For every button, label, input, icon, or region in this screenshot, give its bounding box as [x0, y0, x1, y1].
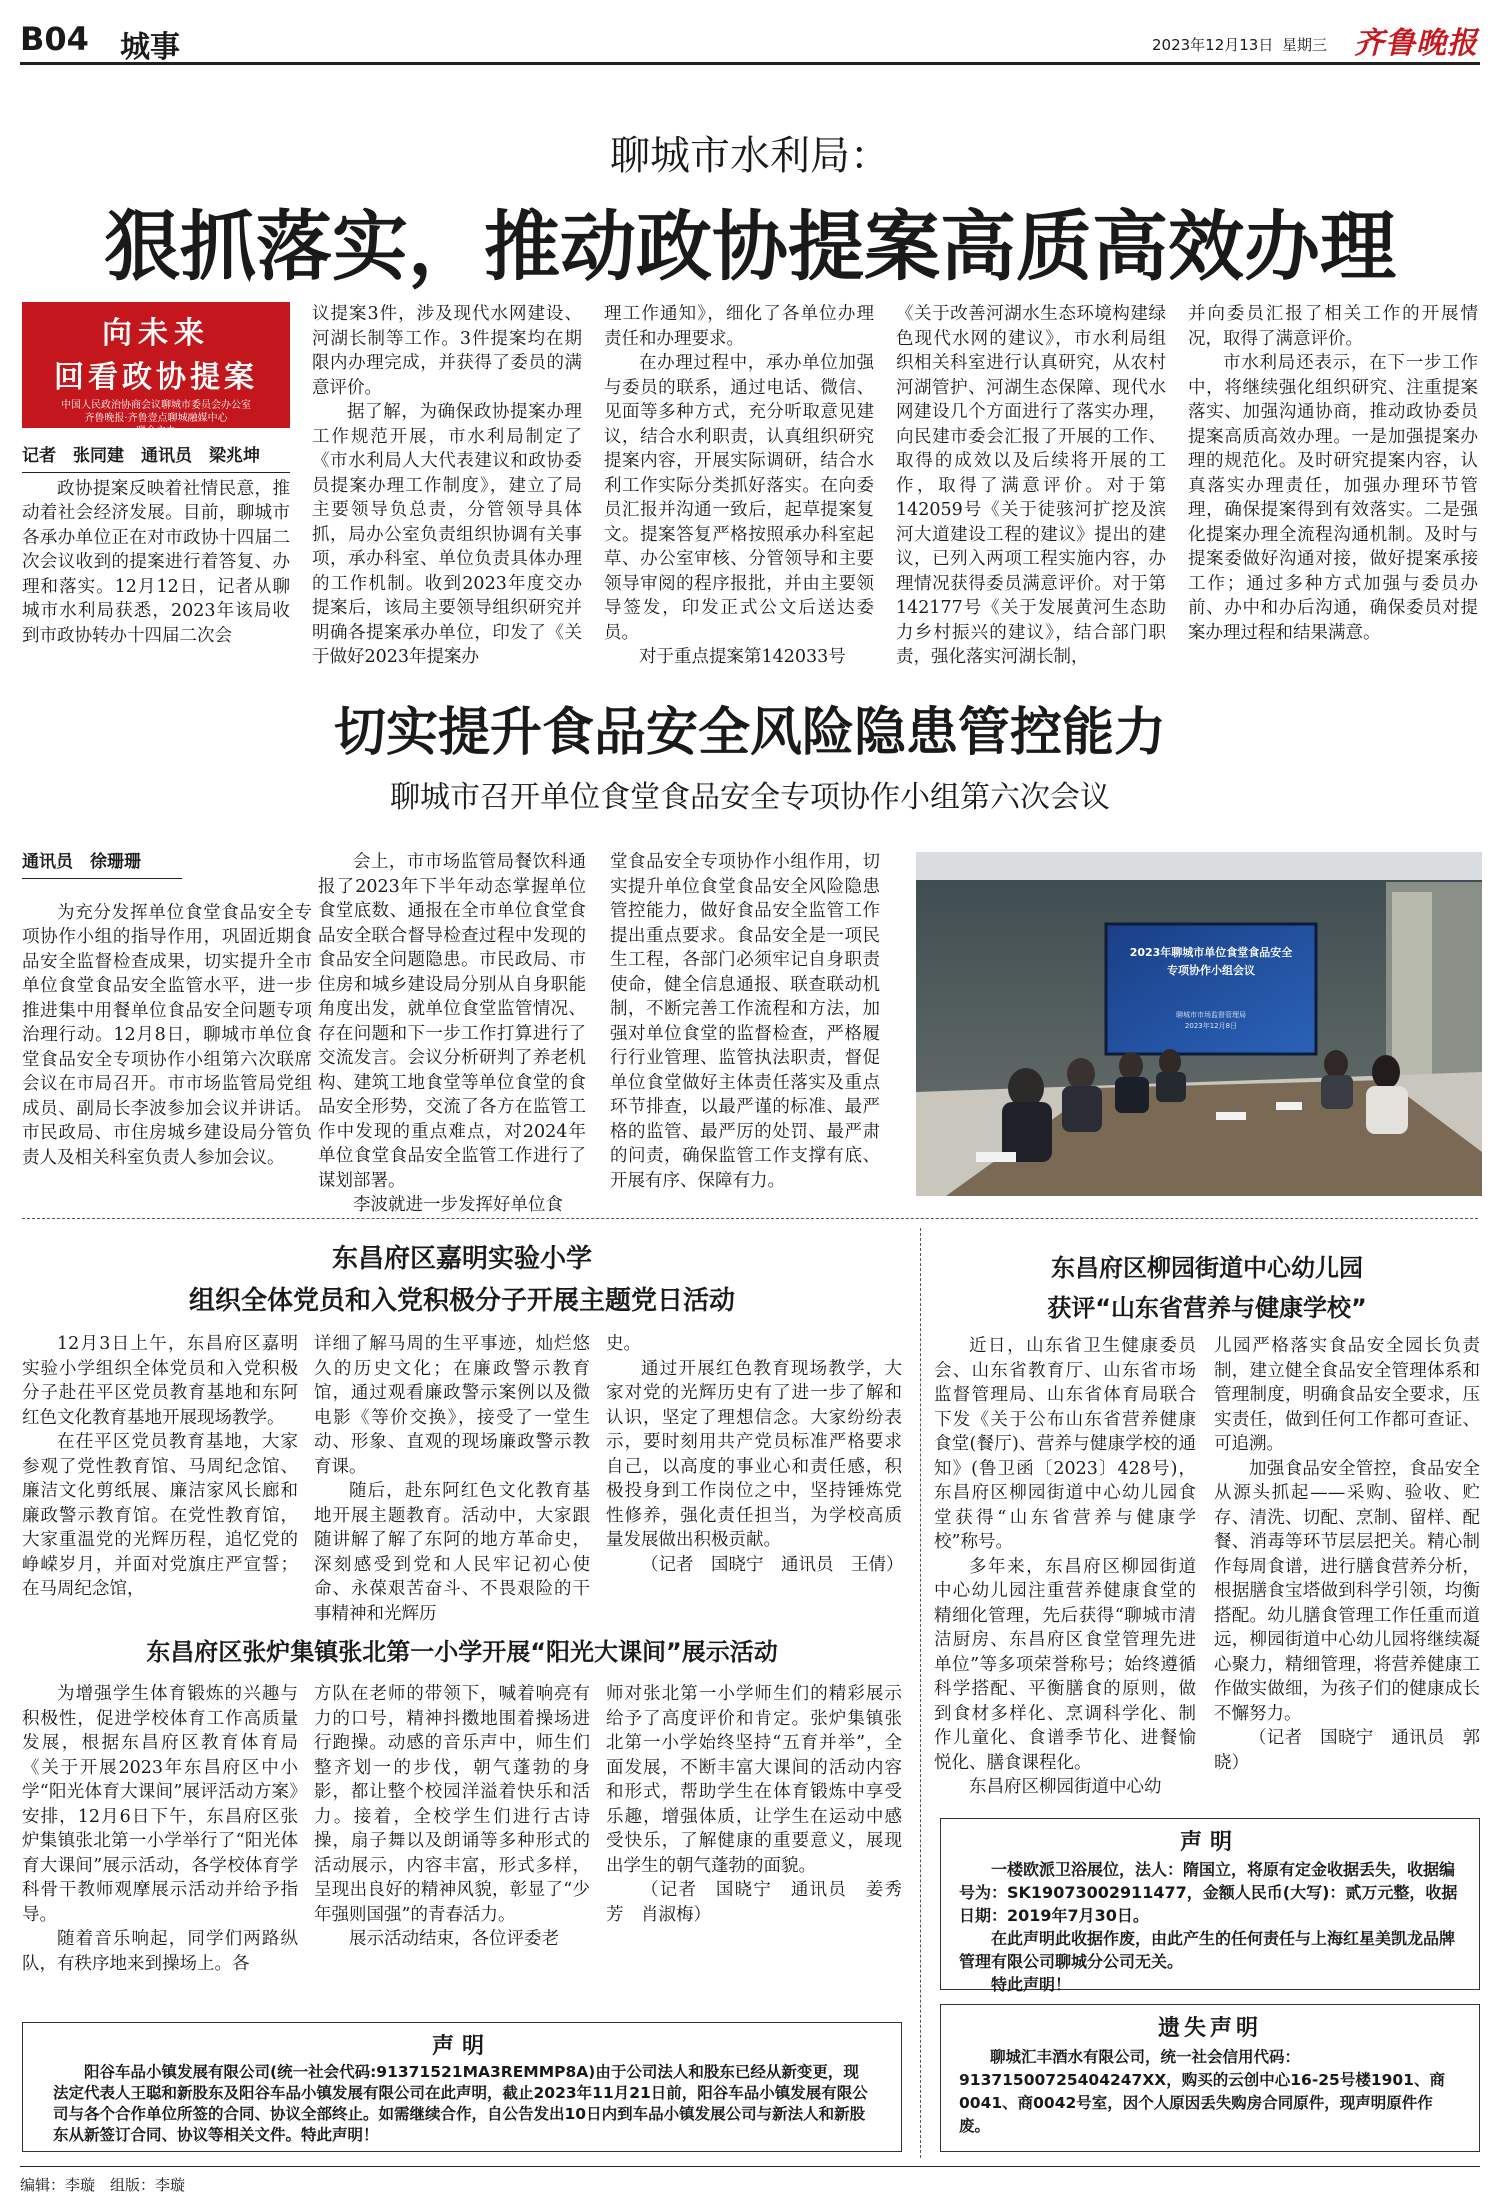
attendee-body — [1156, 1072, 1186, 1102]
article1-byline: 记者 张同建 通讯员 梁兆坤 — [22, 444, 290, 473]
paragraph: 为充分发挥单位食堂食品安全专项协作小组的指导作用，巩固近期食品安全监督检查成果，切实提升全市单位食堂食品安全监管水平，进一步推进集中用餐单位食品安全问题专项治理行动。12月8日，聊城市单位食堂食品安全专项协作小组第六次联席会议在市局召开。市市场监管局党组成员、副局长李波参加会议并讲话。市民政局、市住房城乡建设局分管负责人及相关科室负责人参加会议。 — [22, 902, 312, 1168]
paragraph: 详细了解马周的生平事迹，灿烂悠久的历史文化；在廉政警示教育馆，通过观看廉政警示案例以及微电影《等价交换》，接受了一堂生动、形象、直观的现场廉政警示教育课。 — [314, 1334, 590, 1477]
article2-col3 — [610, 850, 880, 1200]
article3-col1 — [22, 1332, 298, 1616]
notice-title: 声明 — [431, 2034, 492, 2059]
issue-date: 2023年12月13日 — [1152, 36, 1274, 54]
presentation-screen — [1106, 924, 1316, 1054]
reporter-sign: （记者 国晓宁 通讯员 王倩） — [641, 1554, 904, 1575]
paragraph: 对于重点提案第142033号 — [639, 647, 846, 667]
paragraph: 加强食品安全管控，食品安全从源头抓起——采购、验收、贮存、清洗、切配、烹制、留样、配餐、消毒等环节层层把关。精心制作每周食谱，进行膳食营养分析，根据膳食宝塔做到科学引领，均衡搭配。幼儿膳食管理工作任重而道远，柳园街道中心幼儿园将继续凝心聚力，精细管理，将营养健康工作做实做细，为孩子们的健康成长不懈努力。 — [1214, 1458, 1480, 1724]
paragraph: 随着音乐响起，同学们两路纵队，有秩序地来到操场上。各 — [22, 1929, 298, 1974]
footer-editor: 编辑：李璇 组版：李璇 — [20, 2176, 186, 2194]
article1-col3 — [604, 302, 874, 667]
paragraph: 市水利局还表示，在下一步工作中，将继续强化组织研究、注重提案落实、加强沟通协商，推动政协委员提案高质高效办理。一是加强提案办理的规范化。及时研究提案内容，认真落实办理责任，加强办理环节管理，确保提案得到有效落实。二是强化提案办理全流程沟通机制。及时与提案委做好沟通对接，做好提案承接工作；通过多种方式加强与委员办前、办中和办后沟通，确保委员对提案办理过程和结果满意。 — [1188, 353, 1478, 643]
paragraph: 近日，山东省卫生健康委员会、山东省教育厅、山东省市场监督管理局、山东省体育局联合下发《关于公布山东省营养健康食堂(餐厅)、营养与健康学校的通知》(鲁卫函〔2023〕428号)，东昌府区柳园街道中心幼儿园食堂获得“山东省营养与健康学校”称号。 — [934, 1336, 1196, 1552]
article4-headline-2: 获评“山东省营养与健康学校” — [1047, 1294, 1367, 1322]
paragraph: 方队在老师的带领下，喊着响亮有力的口号，精神抖擞地围着操场进行跑操。动感的音乐声中，师生们整齐划一的步伐，朝气蓬勃的身影，都让整个校园洋溢着快乐和活力。接着，全校学生们进行古诗操，扇子舞以及朗诵等多种形式的活动展示，内容丰富，形式多样，呈现出良好的精神风貌，彰显了“少年强则国强”的青春活力。 — [314, 1684, 590, 1925]
attendee-body — [1321, 1075, 1353, 1109]
attendee — [1119, 1052, 1143, 1080]
footer-rule — [20, 2166, 1480, 2167]
paragraph: 东昌府区柳园街道中心幼 — [969, 1777, 1162, 1797]
article1-kicker: 聊城市水利局： — [610, 133, 890, 179]
paragraph: 据了解，为确保政协提案办理工作规范开展，市水利局制定了《市水利局人大代表建议和政协委员提案办理工作制度》，建立了局主要领导负总责，分管领导具体抓，局办公室负责组织协调有关事项，承办科室、单位负责具体办理的工作机制。收到2023年度交办提案后，该局主要领导组织研究并明确各提案承办单位，印发了《关于做好2023年提案办 — [312, 402, 582, 667]
article5-col1 — [22, 1682, 298, 2012]
screen-date: 2023年12月8日 — [1184, 1022, 1238, 1030]
screen-title-1: 2023年聊城市单位食堂食品安全 — [1129, 946, 1293, 959]
screen-org: 聊城市市场监督管理局 — [1176, 1011, 1246, 1019]
attendee-body — [1115, 1077, 1149, 1113]
article2-col1 — [22, 850, 312, 1200]
paragraph: 展示活动结束，各位评委老 — [349, 1929, 559, 1949]
article2-headline: 切实提升食品安全风险隐患管控能力 — [333, 703, 1166, 763]
masthead-logo: 齐鲁晚报 — [1354, 26, 1478, 61]
column-divider — [920, 1228, 921, 2158]
photo-ceiling — [916, 852, 1482, 880]
meeting-photo — [916, 852, 1482, 1196]
article4-col1 — [934, 1334, 1196, 1802]
article3-headline-1: 东昌府区嘉明实验小学 — [331, 1244, 592, 1274]
article4-headline-1: 东昌府区柳园街道中心幼儿园 — [1051, 1254, 1363, 1282]
paragraph: 堂食品安全专项协作小组作用，切实提升单位食堂食品安全风险隐患管控能力，做好食品安全监管工作提出重点要求。食品安全是一项民生工程，各部门必须牢记自身职责使命，健全信息通报、联查联动机制，不断完善工作流程和方法，加强对单位食堂的监督检查，严格履行行业管理、监管执法职责，督促单位食堂做好主体责任落实及重点环节排查，以最严谨的标准、最严格的监管、最严厉的处罚、最严肃的问责，确保监管工作支撑有底、开展有序、保障有力。 — [610, 852, 880, 1191]
paragraph: 议提案3件，涉及现代水网建设、河湖长制等工作。3件提案均在期限内办理完成，并获得了委员的满意评价。 — [312, 304, 582, 398]
attendee — [1067, 1058, 1095, 1090]
badge-line1: 向未来 — [102, 316, 210, 351]
attendee — [1324, 1050, 1348, 1078]
paragraph: 通过开展红色教育现场教学，大家对党的光辉历史有了进一步了解和认识，坚定了理想信念。大家纷纷表示，要时刻用共产党员标准严格要求自己，以高度的事业心和责任感，积极投身到工作岗位之中，坚持锤炼党性修养，强化责任担当，为学校高质量发展做出积极贡献。 — [606, 1358, 902, 1550]
article5-col3 — [606, 1682, 902, 2012]
photo-curtain — [1392, 892, 1432, 1092]
paragraph: 李波就进一步发挥好单位食 — [353, 1195, 563, 1215]
topic-badge — [22, 302, 290, 437]
notice-box-2 — [940, 1818, 1480, 1994]
issue-weekday: 星期三 — [1282, 36, 1328, 54]
paragraph: 儿园严格落实食品安全园长负责制，建立健全食品安全管理体系和管理制度，明确食品安全要求，压实责任，做到任何工作都可查证、可追溯。 — [1214, 1336, 1480, 1454]
article3-col3 — [606, 1332, 902, 1616]
notice-body: 聊城汇丰酒水有限公司，统一社会信用代码：91371500725404247XX，购买的云创中心16-25号楼1901、商0041、商0042号室，因个人原因丢失购房合同原件，现声明原件作废。 — [959, 2048, 1445, 2135]
header-rule — [20, 62, 1480, 65]
page-code: B04 — [20, 20, 89, 58]
paper-sheet — [1276, 1102, 1302, 1110]
notice-title: 声明 — [1179, 1830, 1240, 1855]
notice-body: 阳谷车品小镇发展有限公司(统一社会代码:91371521MA3REMMP8A)由于公司法人和股东已经从新变更，现法定代表人王聪和新股东及阳谷车品小镇发展有限公司在此声明，截止2023年11月21日前，阳谷车品小镇发展有限公司与各个合作单位所签的合同、协议全部终止。如需继续合作，自公告发出10日内到车品小镇发展公司与新法人和新股东从新签订合同、协议等相关文件。特此声明！ — [53, 2063, 868, 2144]
paragraph: 并向委员汇报了相关工作的开展情况，取得了满意评价。 — [1188, 304, 1478, 349]
section-name: 城事 — [120, 30, 180, 65]
badge-org3: 联合主办 — [136, 426, 176, 437]
attendee — [1159, 1049, 1181, 1075]
paragraph: 为增强学生体育锻炼的兴趣与积极性，促进学校体育工作高质量发展，根据东昌府区教育体育局《关于开展2023年东昌府区中小学“阳光体育大课间”展评活动方案》安排，12月6日下午，东昌府区张炉集镇张北第一小学举行了“阳光体育大课间”展示活动，各学校体育学科骨干教师观摩展示活动并给予指导。 — [22, 1684, 298, 1925]
reporter-sign: （记者 国晓宁 通讯员 姜秀芳 肖淑梅） — [606, 1880, 902, 1925]
article5-col2 — [314, 1682, 590, 2012]
attendee-body — [1366, 1086, 1408, 1134]
paragraph: 理工作通知》，细化了各单位办理责任和办理要求。 — [604, 304, 874, 349]
article4-col2 — [1214, 1334, 1480, 1802]
paragraph: 政协提案反映着社情民意，推动着社会经济发展。目前，聊城市各承办单位正在对市政协十四届二次会议收到的提案进行着答复、办理和落实。12月12日，记者从聊城市水利局获悉，2023年该局收到市政协转办十四届二次会 — [22, 478, 290, 646]
notice-box-1 — [22, 2022, 902, 2152]
page-header — [20, 14, 1480, 66]
badge-org1: 中国人民政治协商会议聊城市委员会办公室 — [61, 400, 251, 411]
paper-sheet — [1216, 1112, 1246, 1120]
paragraph: 师对张北第一小学师生们的精彩展示给予了高度评价和肯定。张炉集镇张北第一小学始终坚持“五育并举”，全面发展，不断丰富大课间的活动内容和形式，帮助学生在体育锻炼中享受乐趣，增强体质，让学生在运动中感受快乐，了解健康的重要意义，展现出学生的朝气蓬勃的面貌。 — [606, 1684, 902, 1876]
notice-title: 遗失声明 — [1157, 2016, 1262, 2041]
meeting-photo-svg — [916, 852, 1482, 1196]
badge-line2: 回看政协提案 — [54, 360, 258, 395]
paragraph: 12月3日上午，东昌府区嘉明实验小学组织全体党员和入党积极分子赴茌平区党员教育基地和东阿红色文化教育基地开展现场教学。 — [22, 1334, 298, 1428]
article3-headline-2: 组织全体党员和入党积极分子开展主题党日活动 — [188, 1286, 735, 1316]
article5-headline: 东昌府区张炉集镇张北第一小学开展“阳光大课间”展示活动 — [146, 1638, 778, 1666]
article1-headline: 狠抓落实，推动政协提案高质高效办理 — [104, 202, 1396, 291]
paragraph: 在办理过程中，承办单位加强与委员的联系，通过电话、微信、见面等多种方式，充分听取意见建议，结合水利职责，认真组织研究提案内容，开展实际调研，结合水利工作实际分类抓好落实。在向委员汇报并沟通一致后，起草提案复文。提案答复严格按照承办科室起草、办公室审核、分管领导和主要领导审阅的程序报批，并由主要领导签发，印发正式公文后送达委员。 — [604, 353, 874, 643]
notice-body: 特此声明！ — [991, 1975, 1072, 1994]
article1-col5 — [1188, 302, 1478, 654]
attendee-body — [1062, 1086, 1102, 1132]
article2-byline: 通讯员 徐珊珊 — [22, 850, 182, 879]
screen-title-2: 专项协作小组会议 — [1167, 964, 1255, 977]
reporter-sign: （记者 国晓宁 通讯员 郭晓） — [1214, 1728, 1480, 1773]
paragraph: 会上，市市场监管局餐饮科通报了2023年下半年动态掌握单位食堂底数、通报在全市单位食堂食品安全联合督导检查过程中发现的食品安全问题隐患。市民政局、市住房和城乡建设局分别从自身职能角度出发，就单位食堂监管情况、存在问题和下一步工作打算进行了交流发言。会议分析研判了养老机构、建筑工地食堂等单位食堂的食品安全形势，交流了各方在监管工作中发现的重点难点，对2024年单位食堂食品安全监管工作进行了谋划部署。 — [318, 852, 586, 1191]
paragraph: 随后，赴东阿红色文化教育基地开展主题教育。活动中，大家跟随讲解了解了东阿的地方革命史，深刻感受到党和人民牢记初心使命、永葆艰苦奋斗、不畏艰险的干事精神和光辉历 — [314, 1481, 590, 1624]
attendee — [1372, 1055, 1400, 1089]
article1-col4 — [896, 302, 1166, 667]
notice-box-3 — [940, 2004, 1480, 2152]
notice-body: 一楼欧派卫浴展位，法人：隋国立，将原有定金收据丢失，收据编号为：SK19073002911477，金额人民币(大写)：贰万元整，收据日期：2019年7月30日。 — [959, 1860, 1458, 1925]
article1-col2 — [312, 302, 582, 667]
paper-sheet — [976, 1152, 1016, 1162]
article2-col2 — [318, 850, 586, 1215]
paragraph: 多年来，东昌府区柳园街道中心幼儿园注重营养健康食堂的精细化管理，先后获得“聊城市清洁厨房、东昌府区食堂管理先进单位”等多项荣誉称号；始终遵循科学搭配、平衡膳食的原则，做到食材多样化、烹调科学化、制作儿童化、食谱季节化、进餐愉悦化、膳食课程化。 — [934, 1556, 1196, 1773]
article2-subhead: 聊城市召开单位食堂食品安全专项协作小组第六次会议 — [390, 780, 1110, 815]
section-divider — [22, 1218, 1478, 1219]
notice-body: 在此声明此收据作废，由此产生的任何责任与上海红星美凯龙品牌管理有限公司聊城分公司无关。 — [959, 1929, 1456, 1971]
paragraph: 《关于改善河湖水生态环境构建绿色现代水网的建议》，市水利局组织相关科室进行认真研究，从农村河湖管护、河湖生态保障、现代水网建设几个方面进行了落实办理，向民建市委会汇报了开展的工作、取得的成效以及后续将开展的工作，取得了满意评价。对于第142059号《关于徒骇河扩挖及滨河大道建设工程的建议》提出的建议，已列入两项工程实施内容，办理情况获得委员满意评价。对于第142177号《关于发展黄河生态助力乡村振兴的建议》，结合部门职责，强化落实河湖长制， — [896, 304, 1166, 667]
paragraph: 史。 — [606, 1334, 641, 1354]
article1-col1 — [22, 444, 290, 654]
paragraph: 在茌平区党员教育基地，大家参观了党性教育馆、马周纪念馆、廉洁文化剪纸展、廉洁家风长廊和廉政警示教育馆。在党性教育馆，大家重温党的光辉历程，追忆党的峥嵘岁月，并面对党旗庄严宣誓；在马周纪念馆， — [22, 1432, 298, 1599]
article3-col2 — [314, 1332, 590, 1624]
badge-org2: 齐鲁晚报·齐鲁壹点聊城融媒中心 — [84, 413, 228, 424]
